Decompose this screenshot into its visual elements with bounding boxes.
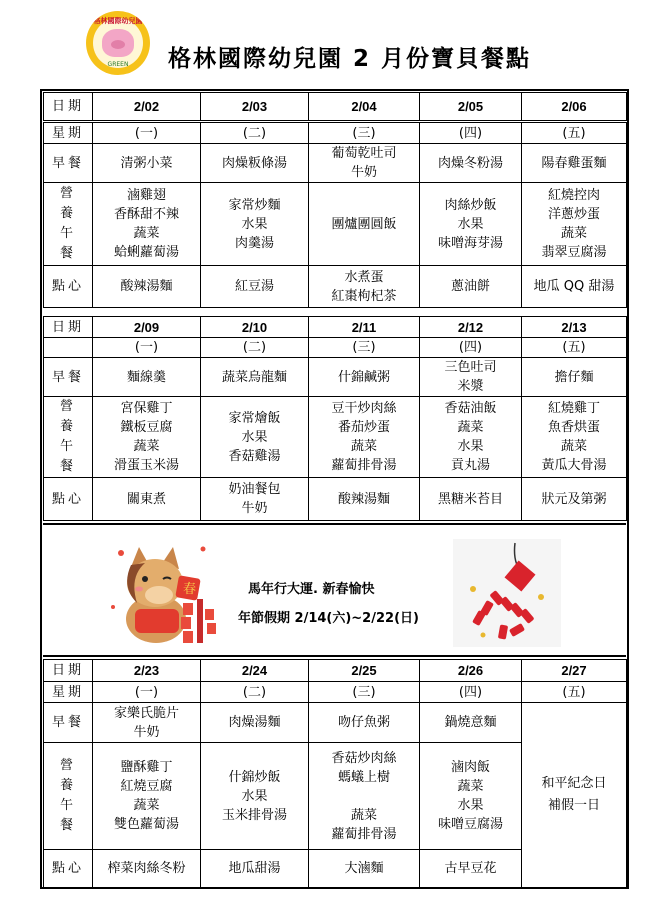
breakfast-cell-line: 麵線羹 [126,369,166,385]
snack-cell [201,266,309,308]
breakfast-cell [309,144,420,183]
snack-cell [522,266,627,308]
breakfast-cell [522,358,627,397]
lunch-cell-line: 蔬菜 [457,779,484,794]
banner-holiday-dates: 年節假期 2/14(六)~2/22(日) [238,611,419,626]
lunch-cell-line: 肉絲炒飯 [444,197,497,213]
weekday-cell: (四) [420,682,522,703]
date-label: 日期 [44,660,93,682]
snack-cell [420,266,522,308]
weekday-cell: (三) [309,122,420,144]
lunch-cell-line: 水果 [457,798,484,813]
lunch-cell-line: 團爐團圓飯 [331,216,397,232]
lunch-cell-line: 雙色蘿蔔湯 [113,817,179,832]
breakfast-cell-line: 肉燥湯麵 [228,715,281,730]
breakfast-cell-line: 肉燥冬粉湯 [437,155,503,171]
lunch-cell-line: 香酥甜不辣 [113,207,179,222]
lunch-cell [522,183,627,266]
date-cell: 2/05 [420,93,522,122]
header [0,0,671,90]
lunch-cell-line: 家常炒麵 [228,197,281,213]
breakfast-cell [420,144,522,183]
weekday-cell: (一) [93,338,201,358]
snack-cell-line: 地瓜 QQ 甜湯 [533,279,615,294]
lunch-cell-line: 洋蔥炒蛋 [547,207,600,222]
pig-mascot-icon [102,29,134,57]
weekday-cell: (五) [522,338,627,358]
weekday-cell: (二) [201,682,309,703]
lunch-cell-line: 豆干炒肉絲 [331,401,397,416]
weekday-cell: (五) [522,682,627,703]
snack-cell-line: 狀元及第粥 [541,491,607,507]
lunch-cell-line: 紅燒控肉 [547,188,600,203]
lunch-cell-line: 番茄炒蛋 [337,420,390,435]
snack-cell-line: 水煮蛋 [344,269,384,285]
breakfast-cell [93,703,201,743]
snack-label: 點心 [44,850,93,888]
horse-mascot-icon [101,537,219,649]
date-cell: 2/27 [522,660,627,682]
date-cell: 2/24 [201,660,309,682]
snack-cell-line: 黑糖米苔目 [437,491,503,507]
snack-cell [309,850,420,888]
snack-cell-line: 蔥油餅 [450,279,490,294]
date-cell: 2/13 [522,317,627,338]
breakfast-label: 早餐 [44,358,93,397]
lunch-cell-line: 蔬菜 [133,226,160,241]
lunch-cell-line: 味噌豆腐湯 [437,817,503,832]
breakfast-cell [93,358,201,397]
date-cell: 2/11 [309,317,420,338]
snack-cell-line: 古早豆花 [444,861,497,876]
snack-cell-line: 酸辣湯麵 [120,279,173,294]
lunch-cell-line: 鐵板豆腐 [120,420,173,435]
lunch-cell-line: 蘿蔔排骨湯 [331,458,397,473]
lunch-cell [309,183,420,266]
weekday-cell: (三) [309,682,420,703]
lunch-cell-line: 紅燒豆腐 [120,779,173,794]
lunch-cell [522,397,627,478]
lunch-cell-line: 味噌海芽湯 [437,235,503,251]
date-cell: 2/09 [93,317,201,338]
lunch-cell-line: 蔬菜 [350,439,377,454]
breakfast-cell-line: 牛奶 [133,724,160,740]
lunch-cell-line: 蘿蔔排骨湯 [331,826,397,842]
lunch-cell-line: 水果 [241,429,268,445]
lunch-cell-line: 香菇雞湯 [228,448,281,464]
holiday-note-cell [522,703,627,888]
date-cell: 2/06 [522,93,627,122]
lunch-cell-line: 魚香烘蛋 [547,420,600,435]
new-year-banner [43,523,626,657]
lunch-cell-line: 鹽酥雞丁 [120,760,173,775]
date-cell: 2/03 [201,93,309,122]
snack-cell [420,478,522,521]
lunch-cell-line: 水果 [457,216,484,232]
lunch-cell-line: 黃瓜大骨湯 [541,458,607,473]
logo-subtext: GREEN [107,61,129,68]
snack-cell [420,850,522,888]
lunch-cell-line: 蔬菜 [133,798,160,813]
snack-cell [93,850,201,888]
lunch-cell-line: 什錦炒飯 [228,769,281,785]
breakfast-cell-line: 三色吐司 [444,360,497,375]
lunch-label-text: 營養午餐 [59,399,76,474]
snack-cell [93,478,201,521]
date-cell: 2/02 [93,93,201,122]
snack-cell-line: 榨菜肉絲冬粉 [107,861,186,876]
holiday-note-cell-line: 和平紀念日 [541,776,607,791]
lunch-cell-line: 玉米排骨湯 [221,807,287,823]
breakfast-cell [309,703,420,743]
school-logo [86,11,150,75]
date-cell: 2/23 [93,660,201,682]
snack-cell-line: 紅棗枸杞茶 [331,288,397,304]
lunch-label-text: 營養午餐 [59,758,76,833]
lunch-cell [420,743,522,850]
date-label: 日期 [44,93,93,122]
breakfast-cell-line: 吻仔魚粥 [337,715,390,730]
lunch-cell-line: 蔬菜 [350,807,377,823]
logo-text: 格林國際幼兒園 [93,17,143,25]
lunch-cell [93,743,201,850]
page-title: 格林國際幼兒園 2 月份寶貝餐點 [168,46,532,72]
date-label: 日期 [44,317,93,338]
lunch-cell-line: 水果 [241,788,268,804]
lunch-cell-line: 蔬菜 [457,420,484,435]
date-cell: 2/26 [420,660,522,682]
lunch-cell-line: 貢丸湯 [450,458,490,473]
breakfast-cell-line: 家樂氏脆片 [113,705,179,721]
lunch-cell [309,397,420,478]
lunch-cell-line: 水果 [241,216,268,232]
lunch-cell-line: 蔬菜 [560,439,587,454]
snack-cell [309,266,420,308]
weekday-label-empty [44,338,93,358]
lunch-cell-line: 蔬菜 [133,439,160,454]
breakfast-cell [201,144,309,183]
weekday-label: 星期 [44,122,93,144]
lunch-label [44,183,93,266]
snack-cell [309,478,420,521]
date-cell: 2/12 [420,317,522,338]
weekday-cell: (一) [93,682,201,703]
breakfast-cell-line: 什錦鹹粥 [337,369,390,385]
breakfast-label: 早餐 [44,144,93,183]
holiday-note-cell-line: 補假一日 [547,798,600,813]
breakfast-cell-line: 清粥小菜 [120,155,173,171]
breakfast-cell [420,703,522,743]
snack-cell-line: 奶油餐包 [228,482,281,497]
breakfast-cell [93,144,201,183]
lunch-cell [201,183,309,266]
breakfast-cell [420,358,522,397]
week-table-3 [43,659,627,888]
lunch-cell [93,183,201,266]
lunch-cell [201,743,309,850]
snack-label: 點心 [44,478,93,521]
lunch-cell-line: 蛤蜊蘿蔔湯 [113,245,179,260]
weekday-cell: (二) [201,122,309,144]
lunch-label [44,743,93,850]
lunch-cell [420,397,522,478]
lunch-cell [201,397,309,478]
banner-greeting: 馬年行大運. 新春愉快 [248,582,375,597]
lunch-cell-line: 螞蟻上樹 [337,769,390,785]
breakfast-cell-line: 陽春雞蛋麵 [541,155,607,171]
snack-cell [201,478,309,521]
lunch-cell-line: 蔬菜 [560,226,587,241]
lunch-cell-line: 香菇炒肉絲 [331,750,397,766]
lunch-label [44,397,93,478]
breakfast-cell [522,144,627,183]
breakfast-label: 早餐 [44,703,93,743]
breakfast-cell-line: 擔仔麵 [554,369,594,385]
weekday-cell: (五) [522,122,627,144]
lunch-cell-line: 紅燒雞丁 [547,401,600,416]
lunch-cell [93,397,201,478]
lunch-cell-line [309,787,419,806]
snack-cell-line: 酸辣湯麵 [337,491,390,507]
horse-badge-text: 春 [183,582,197,597]
weekday-cell: (四) [420,122,522,144]
weekday-label: 星期 [44,682,93,703]
lunch-cell [420,183,522,266]
week-table-2 [43,316,627,521]
firecracker-icon [453,539,561,647]
snack-cell-line: 關東煮 [126,491,166,507]
snack-label: 點心 [44,266,93,308]
weekday-cell: (三) [309,338,420,358]
snack-cell-line: 地瓜甜湯 [228,861,281,876]
snack-cell [93,266,201,308]
breakfast-cell-line: 蔬菜烏龍麵 [221,369,287,385]
lunch-cell-line: 翡翠豆腐湯 [541,245,607,260]
snack-cell-line: 大滷麵 [344,861,384,876]
snack-cell [522,478,627,521]
lunch-cell-line: 滷雞翅 [126,188,166,203]
date-cell: 2/04 [309,93,420,122]
weekday-cell: (四) [420,338,522,358]
weekday-cell: (一) [93,122,201,144]
breakfast-cell [201,703,309,743]
weekday-cell: (二) [201,338,309,358]
lunch-cell [309,743,420,850]
snack-cell-line: 紅豆湯 [234,279,274,294]
breakfast-cell-line: 牛奶 [350,165,377,180]
breakfast-cell-line: 葡萄乾吐司 [331,146,397,161]
lunch-cell-line: 滑蛋玉米湯 [113,458,179,473]
snack-cell [201,850,309,888]
date-cell: 2/25 [309,660,420,682]
date-cell: 2/10 [201,317,309,338]
lunch-cell-line: 滷肉飯 [450,760,490,775]
breakfast-cell-line: 米漿 [457,379,484,394]
breakfast-cell-line: 肉燥粄條湯 [221,155,287,171]
breakfast-cell [309,358,420,397]
lunch-cell-line: 宮保雞丁 [120,401,173,416]
lunch-label-text: 營養午餐 [59,186,76,261]
lunch-cell-line: 水果 [457,439,484,454]
breakfast-cell [201,358,309,397]
snack-cell-line: 牛奶 [241,501,268,516]
lunch-cell-line: 肉羹湯 [234,235,274,251]
lunch-cell-line: 香菇油飯 [444,401,497,416]
lunch-cell-line: 家常燴飯 [228,410,281,426]
breakfast-cell-line: 鍋燒意麵 [444,715,497,730]
week-table-1 [43,92,627,308]
